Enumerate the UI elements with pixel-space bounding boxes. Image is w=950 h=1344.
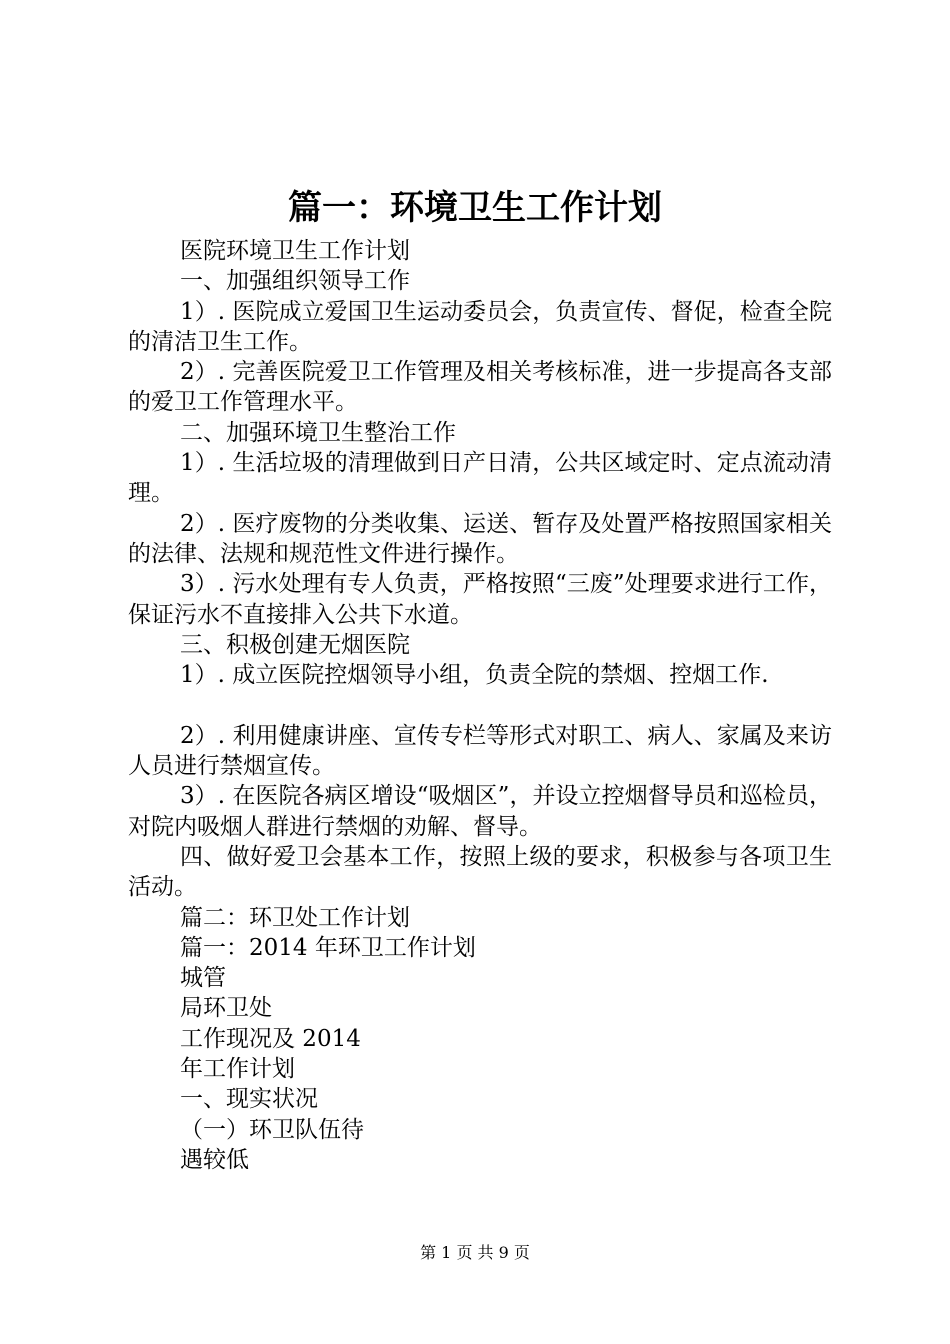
paragraph: 3）. 污水处理有专人负责，严格按照“三废”处理要求进行工作，保证污水不直接排入公共下水道。 [128,571,832,628]
section-heading: 篇一：2014 年环卫工作计划 [180,934,476,961]
section-heading: 一、加强组织领导工作 [180,268,410,295]
paragraph: 四、做好爱卫会基本工作，按照上级的要求，积极参与各项卫生活动。 [128,843,832,901]
blank-line [128,690,832,720]
paragraph: 2）. 完善医院爱卫工作管理及相关考核标准，进一步提高各支部的爱卫工作管理水平。 [128,359,832,416]
document-body [128,236,832,1175]
section-heading: 篇二：环卫处工作计划 [180,904,410,931]
paragraph: 遇较低 [180,1146,249,1173]
paragraph: 2）. 医疗废物的分类收集、运送、暂存及处置严格按照国家相关的法律、法规和规范性文件进行操作。 [128,510,832,567]
paragraph: 城管 [180,965,226,992]
paragraph: 医院环境卫生工作计划 [180,238,410,264]
paragraph: 年工作计划 [180,1056,295,1083]
section-heading: 二、加强环境卫生整治工作 [180,419,456,446]
paragraph: 3）. 在医院各病区增设“吸烟区”，并设立控烟督导员和巡检员，对院内吸烟人群进行禁烟的劝解、督导。 [128,783,832,840]
paragraph: （一）环卫队伍待 [180,1116,364,1143]
paragraph: 工作现况及 2014 [180,1025,361,1052]
paragraph: 1）. 医院成立爱国卫生运动委员会，负责宣传、督促，检查全院的清洁卫生工作。 [128,298,832,355]
page-number-footer: 第 1 页 共 9 页 [420,1243,530,1262]
section-heading: 三、积极创建无烟医院 [180,631,410,658]
paragraph: 1）. 成立医院控烟领导小组，负责全院的禁烟、控烟工作. [180,662,769,689]
section-heading: 一、现实状况 [180,1086,318,1113]
paragraph: 2）. 利用健康讲座、宣传专栏等形式对职工、病人、家属及来访人员进行禁烟宣传。 [128,722,832,780]
paragraph: 1）. 生活垃圾的清理做到日产日清，公共区域定时、定点流动清理。 [128,450,832,507]
paragraph: 局环卫处 [180,995,272,1022]
document-title: 篇一：环境卫生工作计划 [288,188,662,228]
